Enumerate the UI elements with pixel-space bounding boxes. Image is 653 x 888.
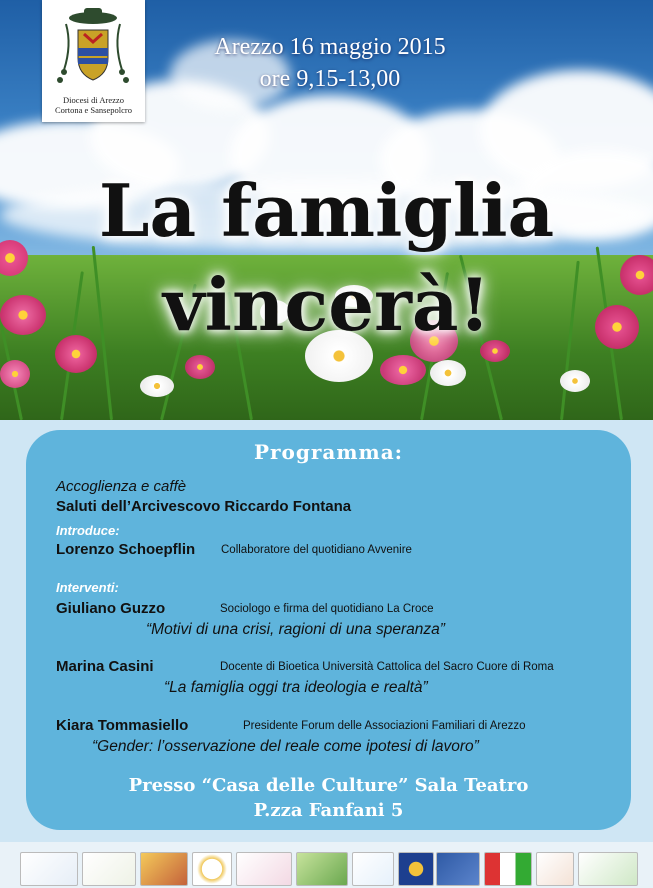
greetings-text: Saluti dell’Arcivescovo Riccardo Fontana: [56, 498, 352, 515]
sponsor-logo: [82, 852, 136, 886]
sponsor-logo: [20, 852, 78, 886]
program-heading: Programma:: [253, 440, 404, 464]
sponsor-logo: [296, 852, 348, 886]
sponsor-logo: [236, 852, 292, 886]
introducer-name: Lorenzo Schoepflin: [56, 541, 196, 558]
speaker-role: Presidente Forum delle Associazioni Familiari di Arezzo: [243, 720, 526, 732]
sponsor-logo: [436, 852, 480, 886]
flower-icon: [0, 360, 30, 388]
event-date: Arezzo 16 maggio 2015: [214, 34, 446, 60]
emblem-caption-line1: Diocesi di Arezzo: [63, 95, 124, 105]
welcome-text: Accoglienza e caffè: [56, 478, 187, 495]
title-line2: vincerà!: [162, 262, 491, 347]
interventi-label: Interventi:: [56, 580, 119, 595]
flower-icon: [185, 355, 215, 379]
talk-title: “La famiglia oggi tra ideologia e realtà”: [164, 679, 428, 696]
flower-icon: [560, 370, 590, 392]
flower-icon: [380, 355, 426, 385]
program-panel: [26, 430, 631, 830]
sponsor-logo: [192, 852, 232, 886]
flower-icon: [430, 360, 466, 386]
venue-line1: Presso “Casa delle Culture” Sala Teatro: [128, 775, 529, 796]
sponsor-logo: [536, 852, 574, 886]
sponsor-logo: [352, 852, 394, 886]
sponsor-logo: [484, 852, 532, 886]
talk-title: “Motivi di una crisi, ragioni di una speranza”: [146, 621, 445, 638]
title-line1: La famiglia: [98, 168, 555, 253]
speaker-role: Sociologo e firma del quotidiano La Croce: [220, 603, 434, 615]
speaker-name: Kiara Tommasiello: [56, 717, 189, 734]
emblem-caption-line2: Cortona e Sansepolcro: [55, 105, 132, 115]
coat-of-arms-icon: [42, 0, 145, 95]
event-time: ore 9,15-13,00: [259, 66, 401, 92]
sponsor-logo: [578, 852, 638, 886]
talk-title: “Gender: l’osservazione del reale come ipotesi di lavoro”: [92, 738, 479, 755]
sponsor-logo: [140, 852, 188, 886]
introducer-role: Collaboratore del quotidiano Avvenire: [221, 544, 412, 556]
speaker-name: Giuliano Guzzo: [56, 600, 166, 617]
venue-line2: P.zza Fanfani 5: [253, 800, 404, 821]
speaker-role: Docente di Bioetica Università Cattolica del Sacro Cuore di Roma: [220, 661, 554, 673]
sponsor-logo: [398, 852, 434, 886]
flower-icon: [140, 375, 174, 397]
diocese-emblem: [42, 0, 145, 122]
introduce-label: Introduce:: [56, 523, 120, 538]
speaker-name: Marina Casini: [56, 658, 154, 675]
